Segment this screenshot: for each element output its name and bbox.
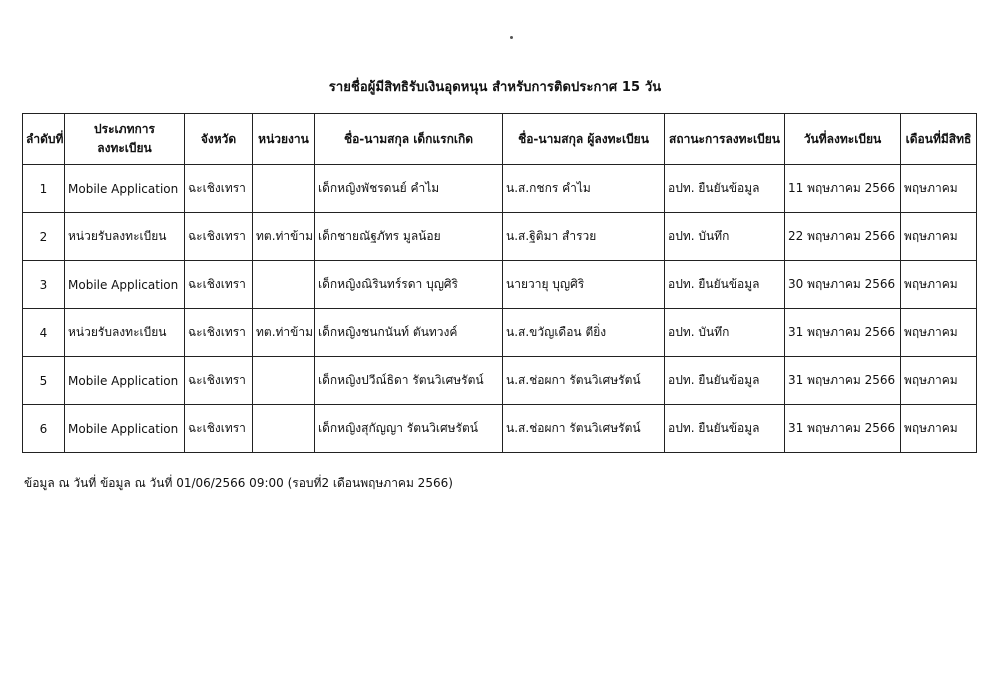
cell-child-name: เด็กหญิงชนกนันท์ ตันทวงค์ xyxy=(315,309,503,357)
cell-child-name: เด็กหญิงพัชรดนย์ คำไม xyxy=(315,165,503,213)
cell-province: ฉะเชิงเทรา xyxy=(185,357,253,405)
cell-registrant-name: นายวายุ บุญศิริ xyxy=(503,261,665,309)
cell-child-name: เด็กหญิงสุกัญญา รัตนวิเศษรัตน์ xyxy=(315,405,503,453)
cell-index: 4 xyxy=(23,309,65,357)
cell-registrant-name: น.ส.ฐิติมา สำรวย xyxy=(503,213,665,261)
cell-eligible-month: พฤษภาคม xyxy=(901,357,977,405)
scan-speck xyxy=(510,36,513,39)
cell-registrant-name: น.ส.ช่อผกา รัตนวิเศษรัตน์ xyxy=(503,357,665,405)
header-registration-type: ประเภทการ ลงทะเบียน xyxy=(65,114,185,165)
cell-agency xyxy=(253,357,315,405)
table-row xyxy=(23,261,977,309)
cell-registration-date: 11 พฤษภาคม 2566 xyxy=(785,165,901,213)
cell-province: ฉะเชิงเทรา xyxy=(185,309,253,357)
cell-status: อปท. ยืนยันข้อมูล xyxy=(665,405,785,453)
cell-child-name: เด็กหญิงปวีณ์ธิดา รัตนวิเศษรัตน์ xyxy=(315,357,503,405)
cell-eligible-month: พฤษภาคม xyxy=(901,405,977,453)
cell-eligible-month: พฤษภาคม xyxy=(901,213,977,261)
table-row xyxy=(23,165,977,213)
cell-index: 6 xyxy=(23,405,65,453)
cell-index: 2 xyxy=(23,213,65,261)
header-index: ลำดับที่ xyxy=(23,114,65,165)
cell-index: 3 xyxy=(23,261,65,309)
cell-status: อปท. บันทึก xyxy=(665,309,785,357)
cell-index: 5 xyxy=(23,357,65,405)
cell-agency xyxy=(253,165,315,213)
cell-registration-type: หน่วยรับลงทะเบียน xyxy=(65,213,185,261)
cell-agency xyxy=(253,261,315,309)
cell-registration-type: Mobile Application xyxy=(65,357,185,405)
header-registrant-name: ชื่อ-นามสกุล ผู้ลงทะเบียน xyxy=(503,114,665,165)
table-row xyxy=(23,213,977,261)
cell-province: ฉะเชิงเทรา xyxy=(185,405,253,453)
cell-province: ฉะเชิงเทรา xyxy=(185,213,253,261)
cell-child-name: เด็กชายณัฐภัทร มูลน้อย xyxy=(315,213,503,261)
cell-status: อปท. บันทึก xyxy=(665,213,785,261)
cell-registrant-name: น.ส.ขวัญเดือน ตียิ่ง xyxy=(503,309,665,357)
beneficiary-table xyxy=(22,113,977,453)
header-agency: หน่วยงาน xyxy=(253,114,315,165)
cell-registration-date: 30 พฤษภาคม 2566 xyxy=(785,261,901,309)
table-row xyxy=(23,357,977,405)
page-title: รายชื่อผู้มีสิทธิรับเงินอุดหนุน สำหรับการติดประกาศ 15 วัน xyxy=(328,80,662,95)
cell-registration-date: 31 พฤษภาคม 2566 xyxy=(785,405,901,453)
cell-province: ฉะเชิงเทรา xyxy=(185,261,253,309)
data-timestamp-note: ข้อมูล ณ วันที่ ข้อมูล ณ วันที่ 01/06/2566 09:00 (รอบที่2 เดือนพฤษภาคม 2566) xyxy=(24,476,453,490)
cell-agency: ทต.ท่าข้าม xyxy=(253,309,315,357)
cell-registration-type: Mobile Application xyxy=(65,261,185,309)
cell-eligible-month: พฤษภาคม xyxy=(901,261,977,309)
header-eligible-month: เดือนที่มีสิทธิ xyxy=(901,114,977,165)
table-header-row xyxy=(23,114,977,165)
table-row xyxy=(23,405,977,453)
cell-eligible-month: พฤษภาคม xyxy=(901,165,977,213)
cell-registrant-name: น.ส.ช่อผกา รัตนวิเศษรัตน์ xyxy=(503,405,665,453)
cell-eligible-month: พฤษภาคม xyxy=(901,309,977,357)
cell-status: อปท. ยืนยันข้อมูล xyxy=(665,165,785,213)
cell-index: 1 xyxy=(23,165,65,213)
cell-registration-date: 22 พฤษภาคม 2566 xyxy=(785,213,901,261)
cell-registrant-name: น.ส.กชกร คำไม xyxy=(503,165,665,213)
cell-status: อปท. ยืนยันข้อมูล xyxy=(665,357,785,405)
header-child-name: ชื่อ-นามสกุล เด็กแรกเกิด xyxy=(315,114,503,165)
cell-child-name: เด็กหญิงณิรินทร์รดา บุญศิริ xyxy=(315,261,503,309)
cell-agency: ทต.ท่าข้าม xyxy=(253,213,315,261)
cell-registration-date: 31 พฤษภาคม 2566 xyxy=(785,357,901,405)
header-registration-date: วันที่ลงทะเบียน xyxy=(785,114,901,165)
cell-registration-date: 31 พฤษภาคม 2566 xyxy=(785,309,901,357)
cell-registration-type: Mobile Application xyxy=(65,165,185,213)
cell-province: ฉะเชิงเทรา xyxy=(185,165,253,213)
table-row xyxy=(23,309,977,357)
header-status: สถานะการลงทะเบียน xyxy=(665,114,785,165)
cell-status: อปท. ยืนยันข้อมูล xyxy=(665,261,785,309)
cell-agency xyxy=(253,405,315,453)
header-province: จังหวัด xyxy=(185,114,253,165)
cell-registration-type: หน่วยรับลงทะเบียน xyxy=(65,309,185,357)
cell-registration-type: Mobile Application xyxy=(65,405,185,453)
